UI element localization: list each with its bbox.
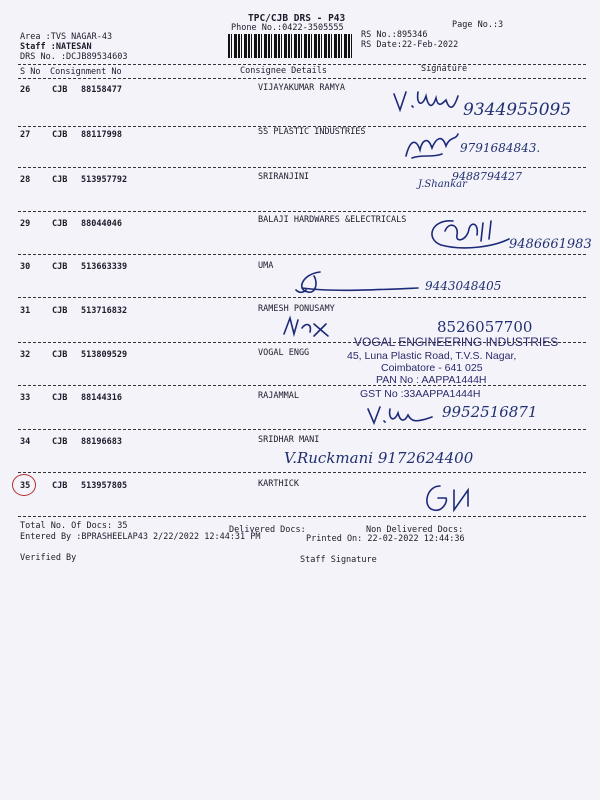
stamp-address: 45, Luna Plastic Road, T.V.S. Nagar, bbox=[347, 350, 517, 362]
entered-by: Entered By :BPRASHEELAP43 2/22/2022 12:44:31 PM bbox=[20, 532, 261, 542]
signature-26 bbox=[392, 86, 472, 116]
column-signature: Signature bbox=[421, 64, 468, 74]
delivered-docs: Delivered Docs: bbox=[229, 525, 306, 535]
handwritten-phone: 9443048405 bbox=[425, 279, 502, 293]
column-consignment: Consignment No bbox=[50, 67, 122, 77]
row-prefix: CJB bbox=[52, 85, 68, 95]
row-prefix: CJB bbox=[52, 437, 68, 447]
staff-name: Staff :NATESAN bbox=[20, 42, 92, 52]
row-consignee: RAMESH PONUSAMY bbox=[258, 304, 335, 314]
barcode bbox=[228, 34, 354, 58]
stamp-pan: PAN No : AAPPA1444H bbox=[376, 374, 487, 386]
row-prefix: CJB bbox=[52, 350, 68, 360]
divider bbox=[18, 167, 586, 168]
row-consignee: RAJAMMAL bbox=[258, 391, 299, 401]
row-prefix: CJB bbox=[52, 262, 68, 272]
divider bbox=[18, 429, 586, 430]
signature-35 bbox=[420, 482, 480, 516]
row-sno: 27 bbox=[20, 130, 31, 140]
handwritten-phone: 9952516871 bbox=[442, 403, 538, 421]
row-consignment: 513663339 bbox=[81, 262, 128, 272]
handwritten-phone: 9344955095 bbox=[463, 100, 572, 120]
row-sno: 29 bbox=[20, 219, 31, 229]
column-consignee: Consignee Details bbox=[240, 66, 327, 76]
row-prefix: CJB bbox=[52, 219, 68, 229]
row-prefix: CJB bbox=[52, 130, 68, 140]
divider bbox=[18, 64, 586, 65]
drs-number: DRS No. :DCJB89534603 bbox=[20, 52, 128, 62]
row-consignee: BALAJI HARDWARES &ELECTRICALS bbox=[258, 215, 407, 225]
row-consignment: 513957792 bbox=[81, 175, 128, 185]
row-consignee: SRIRANJINI bbox=[258, 172, 310, 182]
row-consignment: 513957805 bbox=[81, 481, 128, 491]
stamp-city: Coimbatore - 641 025 bbox=[381, 362, 483, 374]
row-consignee: KARTHICK bbox=[258, 479, 299, 489]
row-sno: 31 bbox=[20, 306, 31, 316]
stamp-gst: GST No :33AAPPA1444H bbox=[360, 388, 481, 400]
handwritten-name: J.Shankar bbox=[418, 179, 467, 190]
divider bbox=[18, 385, 586, 386]
row-prefix: CJB bbox=[52, 175, 68, 185]
row-sno: 32 bbox=[20, 350, 31, 360]
column-sno: S No bbox=[20, 67, 41, 77]
signature-31 bbox=[282, 314, 332, 338]
row-consignment: 88158477 bbox=[81, 85, 122, 95]
staff-signature: Staff Signature bbox=[300, 555, 377, 565]
row-sno: 30 bbox=[20, 262, 31, 272]
row-prefix: CJB bbox=[52, 481, 68, 491]
row-consignee: UMA bbox=[258, 261, 274, 271]
row-sno: 34 bbox=[20, 437, 31, 447]
total-docs: Total No. Of Docs: 35 bbox=[20, 521, 128, 531]
rs-number: RS No.:895346 bbox=[361, 30, 428, 40]
handwritten-phone: 8526057700 bbox=[437, 318, 533, 336]
handwritten-name-phone: V.Ruckmani 9172624400 bbox=[284, 449, 474, 467]
row-consignee: SS PLASTIC INDUSTRIES bbox=[258, 127, 366, 137]
verified-by: Verified By bbox=[20, 553, 77, 563]
signature-29 bbox=[423, 217, 513, 253]
row-consignment: 88117998 bbox=[81, 130, 122, 140]
row-prefix: CJB bbox=[52, 306, 68, 316]
stamp-company: VOGAL ENGINEERING INDUSTRIES bbox=[354, 335, 559, 349]
row-sno: 26 bbox=[20, 85, 31, 95]
rs-date: RS Date:22-Feb-2022 bbox=[361, 40, 459, 50]
divider bbox=[18, 516, 586, 517]
divider bbox=[18, 472, 586, 473]
area: Area :TVS NAGAR-43 bbox=[20, 32, 113, 42]
handwritten-phone: 9791684843. bbox=[460, 141, 541, 155]
row-sno: 35 bbox=[20, 481, 31, 491]
row-sno: 28 bbox=[20, 175, 31, 185]
document-title: TPC/CJB DRS - P43 bbox=[248, 13, 346, 24]
row-sno: 33 bbox=[20, 393, 31, 403]
row-consignee: VIJAYAKUMAR RAMYA bbox=[258, 83, 345, 93]
row-consignment: 88144316 bbox=[81, 393, 122, 403]
signature-30 bbox=[292, 268, 422, 298]
row-consignment: 513716832 bbox=[81, 306, 128, 316]
row-consignment: 88196683 bbox=[81, 437, 122, 447]
row-consignment: 88044046 bbox=[81, 219, 122, 229]
non-delivered-docs: Non Delivered Docs: bbox=[366, 525, 464, 535]
row-consignment: 513809529 bbox=[81, 350, 128, 360]
divider bbox=[18, 211, 586, 212]
row-consignee: SRIDHAR MANI bbox=[258, 435, 320, 445]
page-number: Page No.:3 bbox=[452, 20, 504, 30]
divider bbox=[18, 254, 586, 255]
phone-number: Phone No.:0422-3505555 bbox=[231, 23, 344, 33]
handwritten-phone: 9486661983 bbox=[509, 237, 592, 252]
signature-33 bbox=[366, 403, 436, 429]
handwritten-phone: 9488794427 bbox=[452, 170, 522, 183]
divider bbox=[18, 78, 586, 79]
row-prefix: CJB bbox=[52, 393, 68, 403]
row-consignee: VOGAL ENGG bbox=[258, 348, 310, 358]
printed-on: Printed On: 22-02-2022 12:44:36 bbox=[306, 534, 465, 544]
